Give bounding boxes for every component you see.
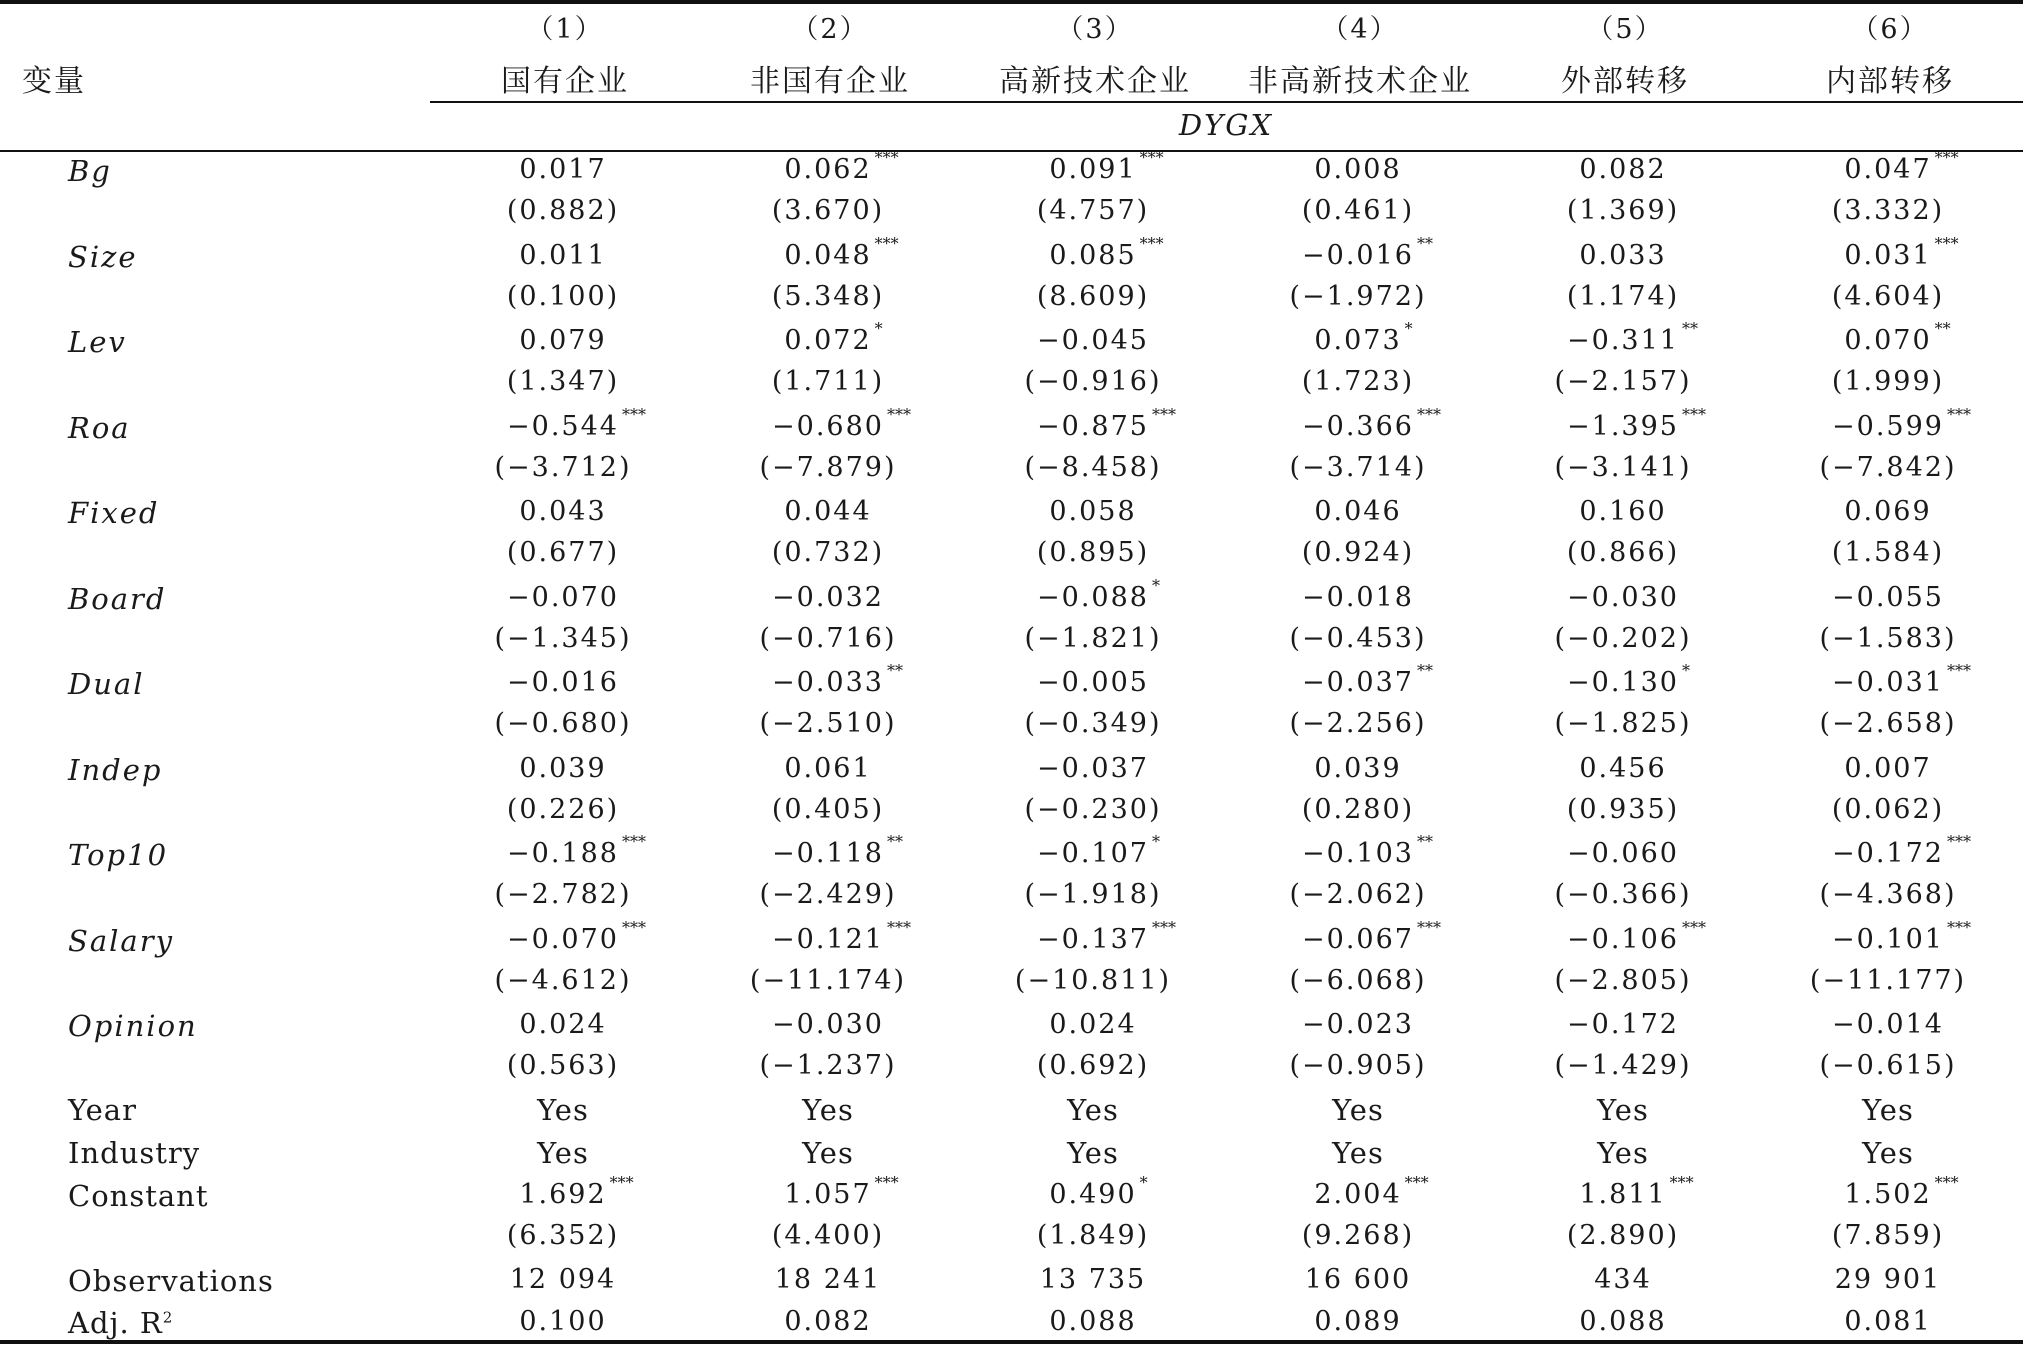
coefficient-cell: −0.070 [507,581,619,613]
constant-coefficient-cell: 1.811 *** [1579,1173,1694,1210]
adj-r2-label: Adj. $R^2$ [68,1306,174,1340]
coefficient-cell: 0.079 [519,325,607,356]
significance-stars: *** [1934,233,1959,253]
significance-stars: *** [886,917,911,937]
variable-label: Dual [68,667,145,701]
constant-coefficient-cell: 1.057 *** [784,1173,899,1210]
significance-stars: ** [1934,319,1951,338]
t-statistic-cell: (−0.905) [1289,1050,1427,1081]
t-statistic-cell: (3.670) [771,195,885,226]
t-statistic-cell: (4.757) [1036,195,1150,226]
significance-stars: * [1151,575,1160,595]
significance-stars: *** [1946,832,1971,851]
variable-label: Bg [68,154,112,188]
coefficient-cell: −0.070 *** [507,917,646,955]
t-statistic-cell: (1.369) [1566,195,1680,226]
coefficient-cell: −0.088 * [1037,575,1160,613]
coefficient-cell: 0.072 * [784,319,883,356]
observations-cell: 13 735 [1039,1264,1147,1295]
t-statistic-cell: (0.677) [506,537,620,568]
significance-stars: *** [874,148,899,167]
coefficient-cell: 0.062 *** [784,148,899,185]
variable-label: Roa [68,410,131,445]
t-statistic-cell: (0.280) [1301,793,1415,825]
t-statistic-cell: (−2.062) [1289,879,1427,910]
t-statistic-cell: (−1.821) [1024,622,1162,654]
significance-stars: *** [874,1173,899,1192]
significance-stars: *** [609,1173,634,1192]
column-header: 内部转移 [1826,64,1954,99]
industry-fixed-effect-cell: Yes [802,1136,854,1170]
t-statistic-cell: (−3.714) [1289,451,1427,483]
significance-stars: * [1151,832,1160,851]
observations-cell: 434 [1594,1264,1652,1295]
t-statistic-cell: (−0.916) [1024,366,1162,397]
t-statistic-cell: (0.935) [1566,793,1680,825]
significance-stars: *** [621,917,646,937]
industry-fixed-effect-cell: Yes [1332,1136,1384,1170]
t-statistic-cell: (0.895) [1036,537,1150,568]
significance-stars: *** [1416,404,1441,424]
t-statistic-cell: (0.732) [771,537,885,568]
coefficient-cell: 0.039 [1314,752,1402,784]
coefficient-cell: 0.011 [519,239,607,271]
coefficient-cell: −0.031 *** [1832,661,1971,698]
coefficient-cell: −0.060 [1567,838,1679,869]
observations-cell: 16 600 [1304,1264,1412,1295]
column-number: （3） [1056,14,1134,45]
t-statistic-cell: (1.584) [1831,537,1945,568]
coefficient-cell: −0.311 ** [1567,319,1698,356]
coefficient-cell: −0.680 *** [772,404,911,442]
coefficient-cell: 0.160 [1579,496,1667,527]
constant-coefficient-cell: 0.490 * [1049,1173,1148,1210]
adj-r2-superscript: 2 [162,1308,174,1327]
t-statistic-cell: (1.174) [1566,280,1680,312]
coefficient-cell: −0.023 [1302,1009,1414,1040]
industry-fixed-effect-cell: Yes [1862,1136,1914,1170]
coefficient-cell: −0.172 *** [1832,832,1971,869]
industry-fixed-effect-cell: Yes [537,1136,589,1170]
t-statistic-cell: (−10.811) [1014,964,1172,996]
industry-fixed-effect-cell: Yes [1597,1136,1649,1170]
adj-r2-cell: 0.088 [1579,1306,1667,1337]
coefficient-cell: −0.130 * [1567,661,1690,698]
t-statistic-cell: (5.348) [771,280,885,312]
significance-stars: *** [1946,661,1971,680]
year-fixed-effect-cell: Yes [802,1093,854,1127]
variable-label: Fixed [68,496,160,530]
t-statistic-cell: (−4.612) [494,964,632,996]
coefficient-cell: −0.005 [1037,667,1149,698]
t-statistic-cell: (−0.202) [1554,622,1692,654]
variable-label: Top10 [68,838,169,872]
significance-stars: *** [1151,917,1176,937]
significance-stars: *** [1139,148,1164,167]
year-fixed-effect-cell: Yes [1597,1093,1649,1127]
coefficient-cell: 0.033 [1579,239,1667,271]
t-statistic-cell: (−7.842) [1819,451,1957,483]
significance-stars: *** [1404,1173,1429,1192]
t-statistic-cell: (0.062) [1831,793,1945,825]
t-statistic-cell: (−2.157) [1554,366,1692,397]
significance-stars: *** [1946,917,1971,937]
year-fixed-effect-cell: Yes [1067,1093,1119,1127]
coefficient-cell: −0.016 [507,667,619,698]
table-bottom-rule [0,1340,2023,1344]
constant-coefficient-cell: 1.502 *** [1844,1173,1959,1210]
significance-stars: *** [886,404,911,424]
significance-stars: *** [1139,233,1164,253]
significance-stars: ** [1416,832,1433,851]
significance-stars: *** [1946,404,1971,424]
t-statistic-cell: (−0.615) [1819,1050,1957,1081]
column-number: （4） [1321,14,1399,45]
significance-stars: *** [1669,1173,1694,1192]
coefficient-cell: −0.599 *** [1832,404,1971,442]
coefficient-cell: −0.101 *** [1832,917,1971,955]
t-statistic-cell: (0.882) [506,195,620,226]
t-statistic-cell: (−2.658) [1819,708,1957,739]
significance-stars: *** [621,832,646,851]
t-statistic-cell: (0.924) [1301,537,1415,568]
coefficient-cell: −0.188 *** [507,832,646,869]
coefficient-cell: 0.048 *** [784,233,899,271]
significance-stars: *** [1934,1173,1959,1192]
coefficient-cell: 0.046 [1314,496,1402,527]
t-statistic-cell: (−3.141) [1554,451,1692,483]
industry-fixed-effect-label: Industry [68,1136,201,1170]
significance-stars: * [1404,319,1413,338]
coefficient-cell: 0.082 [1579,154,1667,185]
significance-stars: * [874,319,883,338]
coefficient-cell: −0.045 [1037,325,1149,356]
dependent-variable-label: DYGX [1178,108,1274,142]
variable-label: Size [68,239,138,274]
t-statistic-cell: (−1.345) [494,622,632,654]
variable-label: Indep [68,752,163,787]
significance-stars: ** [886,832,903,851]
adj-r2-cell: 0.100 [519,1306,607,1337]
significance-stars: ** [1416,661,1433,680]
coefficient-cell: 0.047 *** [1844,148,1959,185]
constant-t-statistic-cell: (1.849) [1036,1220,1150,1251]
year-fixed-effect-cell: Yes [1862,1093,1914,1127]
t-statistic-cell: (−0.230) [1024,793,1162,825]
dependent-variable-underline [430,101,2023,103]
t-statistic-cell: (−0.349) [1024,708,1162,739]
t-statistic-cell: (−1.825) [1554,708,1692,739]
t-statistic-cell: (0.692) [1036,1050,1150,1081]
coefficient-cell: −0.875 *** [1037,404,1176,442]
coefficient-cell: 0.024 [519,1009,607,1040]
column-header: 非国有企业 [750,64,910,99]
t-statistic-cell: (1.711) [771,366,885,397]
coefficient-cell: −0.137 *** [1037,917,1176,955]
coefficient-cell: −0.030 [1567,581,1679,613]
observations-cell: 29 901 [1834,1264,1942,1295]
coefficient-cell: 0.044 [784,496,872,527]
adj-r2-cell: 0.081 [1844,1306,1932,1337]
t-statistic-cell: (−0.680) [494,708,632,739]
significance-stars: *** [1681,404,1706,424]
column-number: （1） [526,14,604,45]
coefficient-cell: −0.055 [1832,581,1944,613]
table-top-rule [0,0,2023,4]
coefficient-cell: 0.024 [1049,1009,1137,1040]
industry-fixed-effect-cell: Yes [1067,1136,1119,1170]
significance-stars: *** [1934,148,1959,167]
t-statistic-cell: (−0.716) [759,622,897,654]
coefficient-cell: −0.067 *** [1302,917,1441,955]
coefficient-cell: 0.091 *** [1049,148,1164,185]
t-statistic-cell: (3.332) [1831,195,1945,226]
t-statistic-cell: (−2.510) [759,708,897,739]
coefficient-cell: −0.018 [1302,581,1414,613]
significance-stars: * [1139,1173,1148,1192]
coefficient-cell: 0.085 *** [1049,233,1164,271]
significance-stars: *** [874,233,899,253]
t-statistic-cell: (0.100) [506,280,620,312]
observations-label: Observations [68,1264,274,1298]
t-statistic-cell: (0.866) [1566,537,1680,568]
adj-r2-cell: 0.089 [1314,1306,1402,1337]
observations-cell: 18 241 [774,1264,882,1295]
significance-stars: *** [1681,917,1706,937]
t-statistic-cell: (−1.237) [759,1050,897,1081]
year-fixed-effect-cell: Yes [1332,1093,1384,1127]
coefficient-cell: 0.031 *** [1844,233,1959,271]
variable-label: Opinion [68,1009,198,1043]
coefficient-cell: −0.172 [1567,1009,1679,1040]
observations-cell: 12 094 [509,1264,617,1295]
significance-stars: *** [621,404,646,424]
variable-label: Board [68,581,167,616]
coefficient-cell: 0.039 [519,752,607,784]
significance-stars: ** [886,661,903,680]
coefficient-cell: −0.030 [772,1009,884,1040]
coefficient-cell: −0.121 *** [772,917,911,955]
column-header: 国有企业 [501,64,629,99]
column-header: 非高新技术企业 [1248,64,1472,99]
column-header: 外部转移 [1561,64,1689,99]
coefficient-cell: −0.366 *** [1302,404,1441,442]
constant-label: Constant [68,1179,209,1213]
year-fixed-effect-cell: Yes [537,1093,589,1127]
coefficient-cell: −1.395 *** [1567,404,1706,442]
coefficient-cell: −0.103 ** [1302,832,1433,869]
t-statistic-cell: (−6.068) [1289,964,1427,996]
t-statistic-cell: (−2.805) [1554,964,1692,996]
coefficient-cell: −0.033 ** [772,661,903,698]
coefficient-cell: 0.043 [519,496,607,527]
coefficient-cell: 0.017 [519,154,607,185]
t-statistic-cell: (−2.256) [1289,708,1427,739]
constant-t-statistic-cell: (6.352) [506,1220,620,1251]
t-statistic-cell: (−0.366) [1554,879,1692,910]
t-statistic-cell: (−11.177) [1809,964,1967,996]
constant-coefficient-cell: 1.692 *** [519,1173,634,1210]
year-fixed-effect-label: Year [68,1093,137,1127]
significance-stars: * [1681,661,1690,680]
t-statistic-cell: (8.609) [1036,280,1150,312]
constant-t-statistic-cell: (4.400) [771,1220,885,1251]
coefficient-cell: 0.070 ** [1844,319,1951,356]
coefficient-cell: 0.069 [1844,496,1932,527]
column-number: （2） [791,14,869,45]
coefficient-cell: −0.016 ** [1302,233,1433,271]
significance-stars: *** [1416,917,1441,937]
variable-label: Lev [68,325,127,359]
constant-t-statistic-cell: (7.859) [1831,1220,1945,1251]
t-statistic-cell: (−3.712) [494,451,632,483]
adj-r2-cell: 0.088 [1049,1306,1137,1337]
t-statistic-cell: (−1.583) [1819,622,1957,654]
coefficient-cell: 0.058 [1049,496,1137,527]
header-bottom-rule [0,150,2023,152]
t-statistic-cell: (1.347) [506,366,620,397]
t-statistic-cell: (−2.429) [759,879,897,910]
variable-column-header: 变量 [22,64,86,99]
constant-t-statistic-cell: (9.268) [1301,1220,1415,1251]
t-statistic-cell: (−4.368) [1819,879,1957,910]
coefficient-cell: 0.008 [1314,154,1402,185]
significance-stars: ** [1416,233,1433,253]
column-header: 高新技术企业 [999,64,1191,99]
t-statistic-cell: (4.604) [1831,280,1945,312]
coefficient-cell: −0.037 [1037,752,1149,784]
constant-coefficient-cell: 2.004 *** [1314,1173,1429,1210]
coefficient-cell: 0.061 [784,752,872,784]
adj-r2-cell: 0.082 [784,1306,872,1337]
coefficient-cell: −0.107 * [1037,832,1160,869]
column-number: （5） [1586,14,1664,45]
t-statistic-cell: (−1.918) [1024,879,1162,910]
t-statistic-cell: (−8.458) [1024,451,1162,483]
t-statistic-cell: (0.405) [771,793,885,825]
coefficient-cell: 0.073 * [1314,319,1413,356]
significance-stars: *** [1151,404,1176,424]
constant-t-statistic-cell: (2.890) [1566,1220,1680,1251]
coefficient-cell: −0.037 ** [1302,661,1433,698]
t-statistic-cell: (0.226) [506,793,620,825]
coefficient-cell: −0.544 *** [507,404,646,442]
t-statistic-cell: (−1.972) [1289,280,1427,312]
coefficient-cell: 0.007 [1844,752,1932,784]
t-statistic-cell: (1.723) [1301,366,1415,397]
t-statistic-cell: (−2.782) [494,879,632,910]
coefficient-cell: −0.106 *** [1567,917,1706,955]
t-statistic-cell: (−0.453) [1289,622,1427,654]
significance-stars: ** [1681,319,1698,338]
coefficient-cell: 0.456 [1579,752,1667,784]
variable-label: Salary [68,923,174,958]
column-number: （6） [1851,14,1929,45]
t-statistic-cell: (0.563) [506,1050,620,1081]
t-statistic-cell: (−1.429) [1554,1050,1692,1081]
t-statistic-cell: (−11.174) [749,964,907,996]
coefficient-cell: −0.014 [1832,1009,1944,1040]
coefficient-cell: −0.032 [772,581,884,613]
coefficient-cell: −0.118 ** [772,832,903,869]
t-statistic-cell: (1.999) [1831,366,1945,397]
t-statistic-cell: (0.461) [1301,195,1415,226]
t-statistic-cell: (−7.879) [759,451,897,483]
